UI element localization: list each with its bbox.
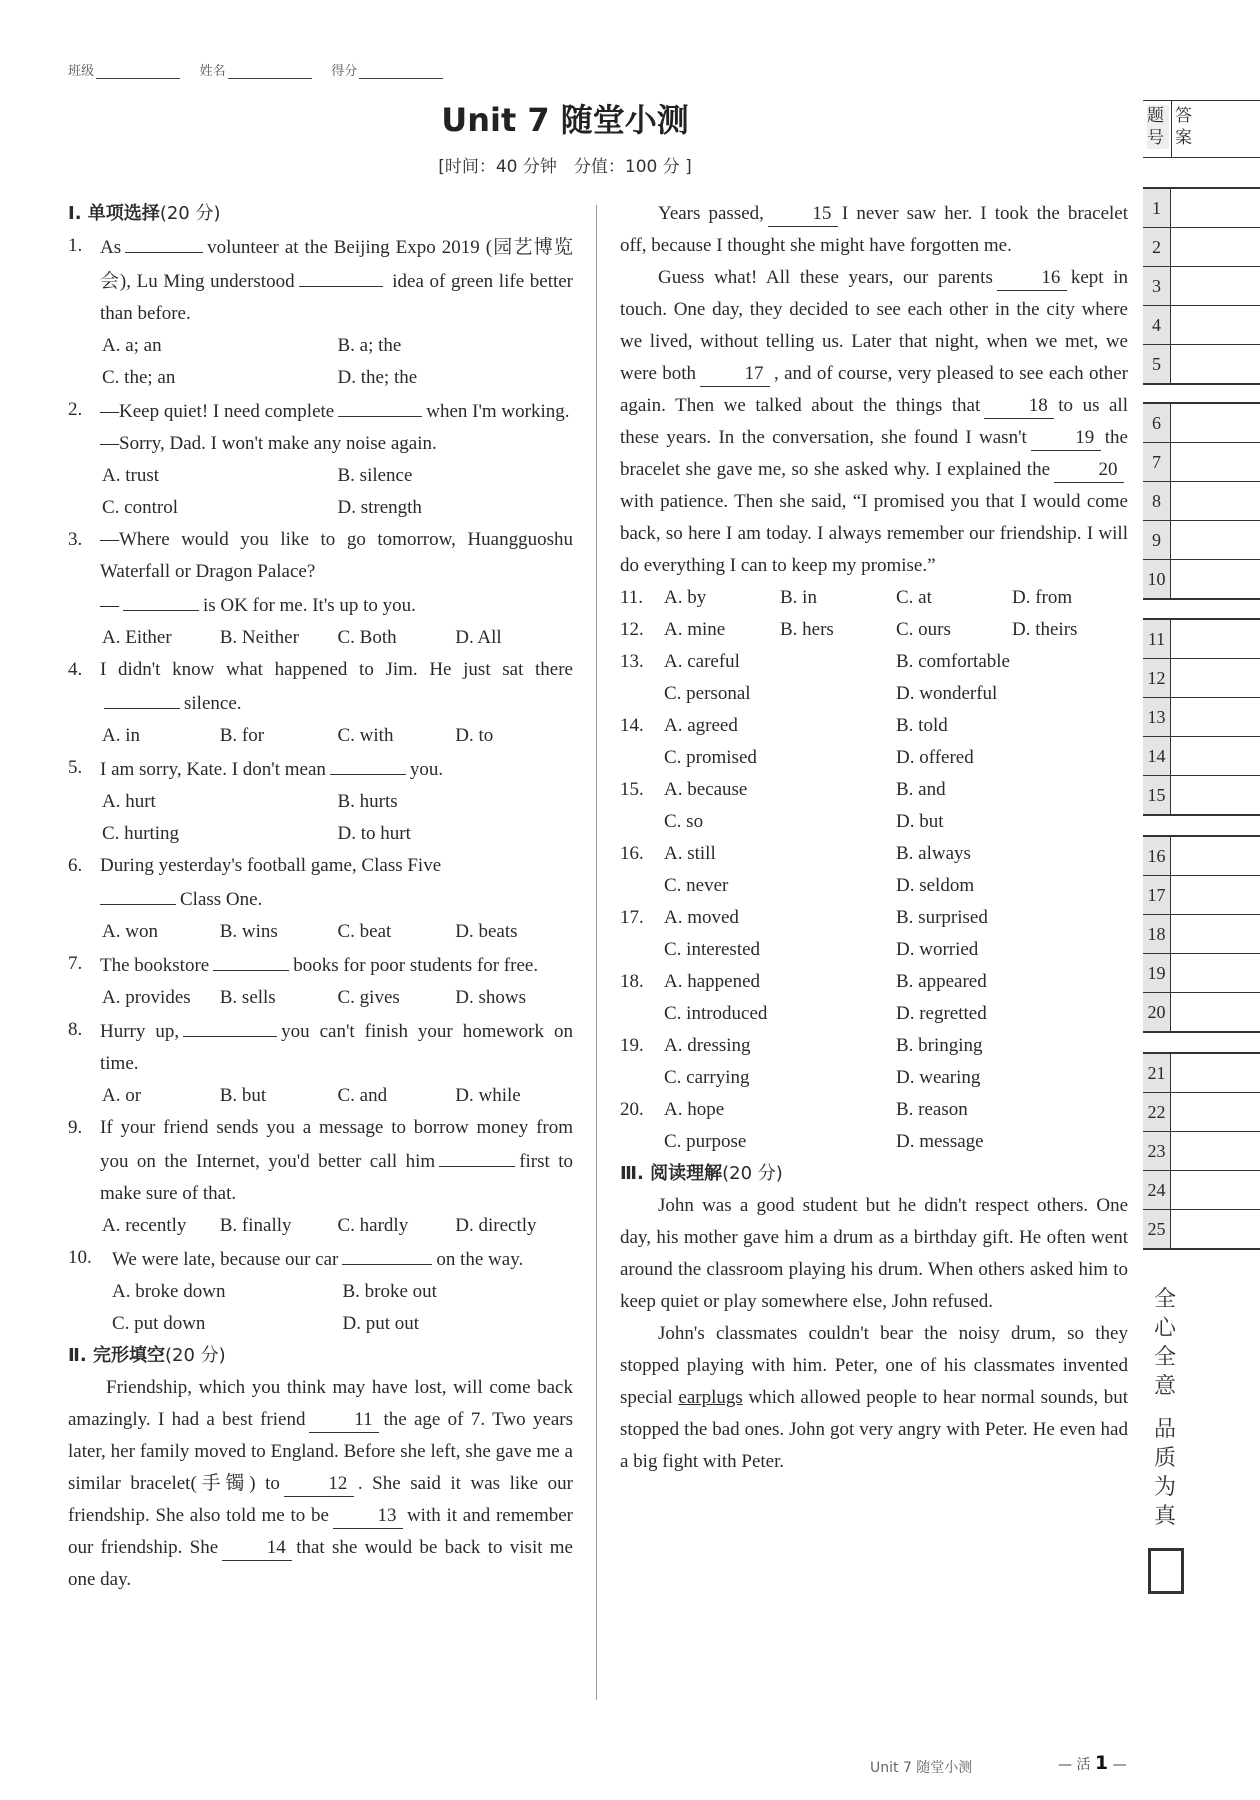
question-number-header: 题号 bbox=[1147, 105, 1169, 149]
answer-row[interactable]: 11 bbox=[1143, 620, 1260, 659]
section-2-heading: Ⅱ. 完形填空(20 分) bbox=[68, 1345, 226, 1366]
question-3: 3. —Where would you like to go tomorrow, Huangguoshu Waterfall or Dragon Palace? — is OK for me. It's up to you. bbox=[68, 529, 573, 616]
score-label: 得分 bbox=[331, 63, 358, 78]
answer-row[interactable]: 8 bbox=[1143, 482, 1260, 521]
answer-group-1 bbox=[1143, 187, 1260, 385]
options-7: A. provides B. sells C. gives D. shows bbox=[102, 987, 526, 1008]
cloze-options-14: 14. A. agreed B. told C. promised D. offered bbox=[620, 715, 974, 768]
answer-blank[interactable] bbox=[330, 752, 406, 775]
options-10: A. broke down B. broke out C. put down D. put out bbox=[112, 1281, 437, 1334]
answer-row[interactable]: 21 bbox=[1143, 1054, 1260, 1093]
answer-blank[interactable] bbox=[299, 264, 383, 287]
options-6: A. won B. wins C. beat D. beats bbox=[102, 921, 518, 942]
options-1: A. a; an B. a; the C. the; an D. the; the bbox=[102, 335, 418, 388]
answer-header: 答案 bbox=[1175, 106, 1192, 148]
answer-row[interactable]: 3 bbox=[1143, 267, 1260, 306]
class-label: 班级 bbox=[68, 63, 95, 78]
answer-row[interactable]: 2 bbox=[1143, 228, 1260, 267]
cloze-blank-16[interactable]: 16 bbox=[997, 266, 1067, 291]
cloze-options-11: 11. A. by B. in C. at D. from bbox=[620, 587, 1073, 608]
question-2: 2. —Keep quiet! I need complete when I'm working. —Sorry, Dad. I won't make any noise again. bbox=[68, 394, 573, 460]
answer-sheet-header bbox=[1143, 100, 1260, 158]
question-6: 6. During yesterday's football game, Class Five Class One. bbox=[68, 855, 442, 910]
left-column bbox=[68, 198, 573, 1596]
cloze-options-12: 12. A. mine B. hers C. ours D. theirs bbox=[620, 619, 1078, 640]
cloze-options-16: 16. A. still B. always C. never D. seldom bbox=[620, 843, 975, 896]
options-9: A. recently B. finally C. hardly D. directly bbox=[102, 1215, 537, 1236]
answer-blank[interactable] bbox=[342, 1242, 432, 1265]
answer-blank[interactable] bbox=[338, 394, 422, 417]
answer-row[interactable]: 7 bbox=[1143, 443, 1260, 482]
cloze-blank-12[interactable]: 12 bbox=[284, 1472, 354, 1497]
answer-blank[interactable] bbox=[213, 948, 289, 971]
cloze-options-19: 19. A. dressing B. bringing C. carrying D. wearing bbox=[620, 1035, 983, 1088]
page-number: — 活 1 — bbox=[1058, 1752, 1127, 1774]
cloze-options-15: 15. A. because B. and C. so D. but bbox=[620, 779, 946, 832]
answer-row[interactable]: 4 bbox=[1143, 306, 1260, 345]
answer-row[interactable]: 15 bbox=[1143, 776, 1260, 814]
question-1: 1. As volunteer at the Beijing Expo 2019 (园艺博览会), Lu Ming understood idea of green life better than before. bbox=[68, 230, 573, 330]
options-8: A. or B. but C. and D. while bbox=[102, 1085, 521, 1106]
answer-blank[interactable] bbox=[123, 588, 199, 611]
cloze-blank-19[interactable]: 19 bbox=[1031, 426, 1101, 451]
cloze-blank-18[interactable]: 18 bbox=[984, 394, 1054, 419]
options-5: A. hurt B. hurts C. hurting D. to hurt bbox=[102, 791, 411, 844]
answer-row[interactable]: 5 bbox=[1143, 345, 1260, 383]
student-info-header bbox=[68, 60, 459, 79]
question-10: 10. We were late, because our car on the way. bbox=[68, 1242, 573, 1276]
answer-row[interactable]: 24 bbox=[1143, 1171, 1260, 1210]
question-4: 4. I didn't know what happened to Jim. He just sat theresilence. bbox=[68, 659, 573, 714]
answer-row[interactable]: 13 bbox=[1143, 698, 1260, 737]
answer-row[interactable]: 18 bbox=[1143, 915, 1260, 954]
section-1-heading: Ⅰ. 单项选择(20 分) bbox=[68, 203, 221, 224]
column-divider bbox=[596, 205, 597, 1700]
answer-group-2 bbox=[1143, 402, 1260, 600]
seal-logo bbox=[1148, 1548, 1184, 1594]
options-2: A. trust B. silence C. control D. strength bbox=[102, 465, 422, 518]
answer-row[interactable]: 1 bbox=[1143, 189, 1260, 228]
reading-paragraph-2: John's classmates couldn't bear the noisy drum, so they stopped playing with him. Peter, one of his classmates invented special earplugs which allowed people to hear normal sounds, but stopped the bad ones. John got very angry with Peter. He even had a big fight with Peter. bbox=[620, 1323, 1129, 1472]
cloze-options-17: 17. A. moved B. surprised C. interested D. worried bbox=[620, 907, 988, 960]
answer-row[interactable]: 6 bbox=[1143, 404, 1260, 443]
name-field[interactable] bbox=[228, 66, 312, 79]
answer-group-5 bbox=[1143, 1052, 1260, 1250]
answer-row[interactable]: 9 bbox=[1143, 521, 1260, 560]
answer-blank[interactable] bbox=[100, 882, 176, 905]
cloze-blank-17[interactable]: 17 bbox=[700, 362, 770, 387]
cloze-options-20: 20. A. hope B. reason C. purpose D. message bbox=[620, 1099, 984, 1152]
answer-blank[interactable] bbox=[183, 1014, 277, 1037]
options-3: A. Either B. Neither C. Both D. All bbox=[102, 627, 502, 648]
cloze-blank-20[interactable]: 20 bbox=[1054, 458, 1124, 483]
name-label: 姓名 bbox=[199, 63, 226, 78]
answer-group-4 bbox=[1143, 835, 1260, 1033]
answer-row[interactable]: 19 bbox=[1143, 954, 1260, 993]
answer-row[interactable]: 20 bbox=[1143, 993, 1260, 1031]
cloze-blank-15[interactable]: 15 bbox=[768, 202, 838, 227]
answer-blank[interactable] bbox=[125, 230, 203, 253]
answer-blank[interactable] bbox=[104, 686, 180, 709]
page-title: Unit 7 随堂小测 bbox=[441, 101, 689, 139]
answer-row[interactable]: 25 bbox=[1143, 1210, 1260, 1248]
question-7: 7. The bookstore books for poor students for free. bbox=[68, 948, 573, 982]
answer-row[interactable]: 22 bbox=[1143, 1093, 1260, 1132]
answer-row[interactable]: 12 bbox=[1143, 659, 1260, 698]
underlined-word: earplugs bbox=[678, 1387, 743, 1408]
cloze-options-13: 13. A. careful B. comfortable C. personal D. wonderful bbox=[620, 651, 1010, 704]
question-9: 9. If your friend sends you a message to borrow money from you on the Internet, you'd better call him first to make sure of that. bbox=[68, 1117, 573, 1204]
cloze-options-18: 18. A. happened B. appeared C. introduced D. regretted bbox=[620, 971, 987, 1024]
score-field[interactable] bbox=[359, 66, 443, 79]
question-8: 8. Hurry up, you can't finish your homework on time. bbox=[68, 1014, 573, 1080]
cloze-passage-part3: Guess what! All these years, our parents 16 kept in touch. One day, they decided to see each other in the city where we lived, without telling us. Later that night, when we met, we were both 17 , and of course, very pleased to see each other again. Then we talked about the things that 18 to us all these years. In the conversation, she found I wasn't 19 the bracelet she gave me, so she asked why. I explained the 20with patience. Then she said, “I promised you that I would come back, so here I am today. I always remember our friendship. I will do everything I can to keep my promise.” bbox=[620, 267, 1128, 576]
cloze-blank-14[interactable]: 14 bbox=[222, 1536, 292, 1561]
answer-row[interactable]: 17 bbox=[1143, 876, 1260, 915]
right-column bbox=[620, 198, 1128, 1478]
answer-row[interactable]: 16 bbox=[1143, 837, 1260, 876]
question-5: 5. I am sorry, Kate. I don't mean you. bbox=[68, 752, 573, 786]
cloze-blank-11[interactable]: 11 bbox=[309, 1408, 379, 1433]
answer-row[interactable]: 23 bbox=[1143, 1132, 1260, 1171]
cloze-passage-part1: Friendship, which you think may have lost, will come back amazingly. I had a best friend 11 the age of 7. Two years later, her family moved to England. Before she left, she gave me a similar bracelet(手镯) to 12 . She said it was like our friendship. She also told me to be 13 with it and remember our friendship. She 14 that she would be back to visit me one day. bbox=[68, 1377, 574, 1590]
header-divider bbox=[1171, 101, 1172, 157]
options-4: A. in B. for C. with D. to bbox=[102, 725, 494, 746]
cloze-passage-part2: Years passed, 15 I never saw her. I took the bracelet off, because I thought she might have forgotten me. bbox=[620, 203, 1129, 256]
class-field[interactable] bbox=[96, 66, 180, 79]
cloze-blank-13[interactable]: 13 bbox=[333, 1504, 403, 1529]
answer-blank[interactable] bbox=[439, 1144, 515, 1167]
footer-unit-label: Unit 7 随堂小测 bbox=[870, 1760, 973, 1776]
answer-row[interactable]: 10 bbox=[1143, 560, 1260, 598]
reading-paragraph-1: John was a good student but he didn't respect others. One day, his mother gave him a drum as a birthday gift. He often went around the classroom playing his drum. When others asked him to keep quiet or play somewhere else, John refused. bbox=[620, 1195, 1128, 1312]
slogan-vertical: 全 心 全 意 品 质 为 真 bbox=[1153, 1287, 1176, 1529]
answer-row[interactable]: 14 bbox=[1143, 737, 1260, 776]
time-score-info: [时间：40 分钟 分值：100 分 ] bbox=[438, 157, 692, 177]
answer-group-3 bbox=[1143, 618, 1260, 816]
section-3-heading: Ⅲ. 阅读理解(20 分) bbox=[620, 1163, 783, 1184]
